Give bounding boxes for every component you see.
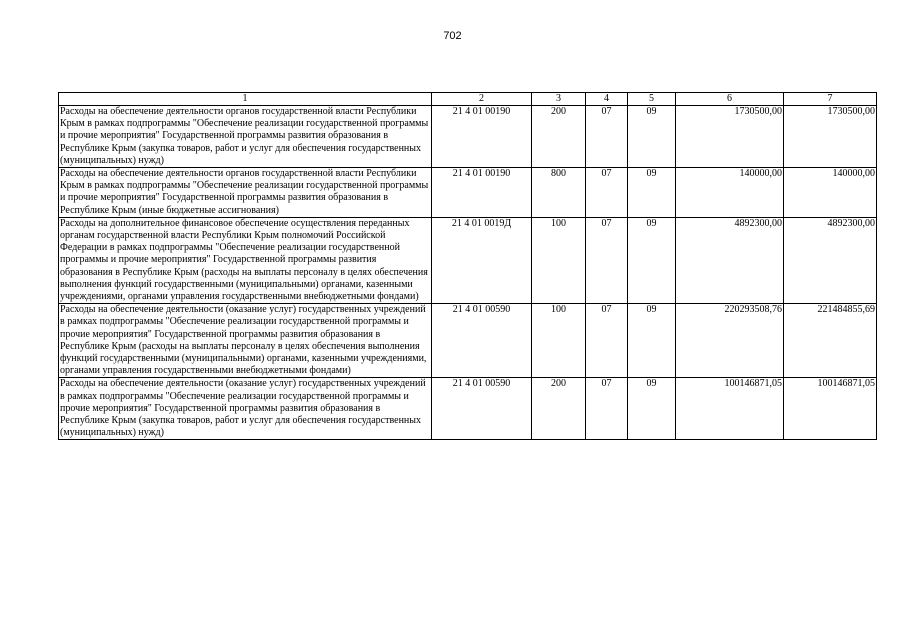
expense-type: 100 — [532, 304, 586, 378]
table-row — [59, 106, 877, 168]
table-row — [59, 304, 877, 378]
target-code: 21 4 01 00590 — [432, 304, 532, 378]
target-code: 21 4 01 0019Д — [432, 217, 532, 303]
column-header: 6 — [676, 93, 784, 106]
target-code: 21 4 01 00190 — [432, 106, 532, 168]
target-code: 21 4 01 00190 — [432, 168, 532, 218]
column-header: 5 — [628, 93, 676, 106]
expense-type: 200 — [532, 106, 586, 168]
section-code: 07 — [586, 304, 628, 378]
table-row — [59, 168, 877, 218]
expense-description: Расходы на дополнительное финансовое обеспечение осуществления переданных органам государственной власти Республики Крым полномочий Российской Федерации в рамках подпрограммы "Обеспечение реализации государственной программы и прочие мероприятия" Государственной программы развития образования в Республике Крым (расходы на выплаты персоналу в целях обеспечения выполнения функций государственными (муниципальными) органами, казенными учреждениями, органами управления государственными внебюджетными фондами) — [59, 217, 432, 303]
expense-type: 200 — [532, 378, 586, 440]
section-code: 07 — [586, 378, 628, 440]
table-row — [59, 378, 877, 440]
amount-col6: 4892300,00 — [676, 217, 784, 303]
amount-col7: 100146871,05 — [784, 378, 877, 440]
expense-description: Расходы на обеспечение деятельности (оказание услуг) государственных учреждений в рамках подпрограммы "Обеспечение реализации государственной программы и прочие мероприятия" Государственной программы развития образования в Республике Крым (расходы на выплаты персоналу в целях обеспечения выполнения функций государственными (муниципальными) органами, казенными учреждениями, органами управления государственными внебюджетными фондами) — [59, 304, 432, 378]
target-code: 21 4 01 00590 — [432, 378, 532, 440]
budget-table — [58, 92, 877, 440]
amount-col7: 221484855,69 — [784, 304, 877, 378]
amount-col6: 140000,00 — [676, 168, 784, 218]
subsection-code: 09 — [628, 217, 676, 303]
expense-type: 800 — [532, 168, 586, 218]
amount-col7: 4892300,00 — [784, 217, 877, 303]
column-header: 3 — [532, 93, 586, 106]
subsection-code: 09 — [628, 106, 676, 168]
section-code: 07 — [586, 217, 628, 303]
amount-col6: 220293508,76 — [676, 304, 784, 378]
column-header: 1 — [59, 93, 432, 106]
expense-description: Расходы на обеспечение деятельности органов государственной власти Республики Крым в рамках подпрограммы "Обеспечение реализации государственной программы и прочие мероприятия" Государственной программы развития образования в Республике Крым (иные бюджетные ассигнования) — [59, 168, 432, 218]
expense-type: 100 — [532, 217, 586, 303]
amount-col6: 100146871,05 — [676, 378, 784, 440]
amount-col7: 1730500,00 — [784, 106, 877, 168]
table-row — [59, 217, 877, 303]
subsection-code: 09 — [628, 304, 676, 378]
header-row — [59, 93, 877, 106]
amount-col6: 1730500,00 — [676, 106, 784, 168]
section-code: 07 — [586, 106, 628, 168]
expense-description: Расходы на обеспечение деятельности (оказание услуг) государственных учреждений в рамках подпрограммы "Обеспечение реализации государственной программы и прочие мероприятия" Государственной программы развития образования в Республике Крым (закупка товаров, работ и услуг для обеспечения государственных (муниципальных) нужд) — [59, 378, 432, 440]
section-code: 07 — [586, 168, 628, 218]
subsection-code: 09 — [628, 378, 676, 440]
amount-col7: 140000,00 — [784, 168, 877, 218]
page-number: 702 — [443, 30, 462, 42]
expense-description: Расходы на обеспечение деятельности органов государственной власти Республики Крым в рамках подпрограммы "Обеспечение реализации государственной программы и прочие мероприятия" Государственной программы развития образования в Республике Крым (закупка товаров, работ и услуг для обеспечения государственных (муниципальных) нужд) — [59, 106, 432, 168]
column-header: 4 — [586, 93, 628, 106]
column-header: 7 — [784, 93, 877, 106]
column-header: 2 — [432, 93, 532, 106]
subsection-code: 09 — [628, 168, 676, 218]
